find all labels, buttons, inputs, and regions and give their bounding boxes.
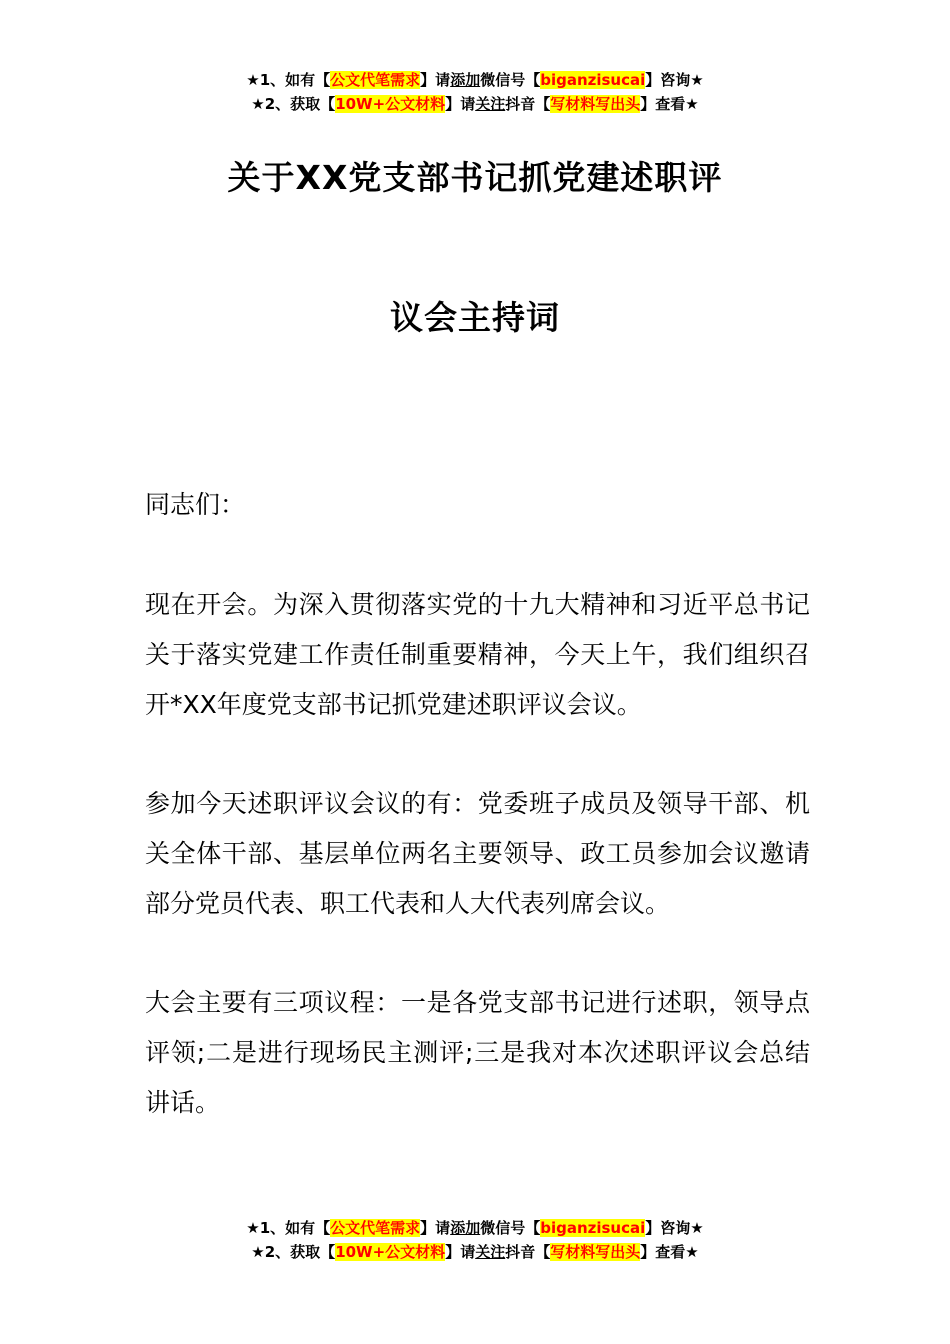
banner-underline: 关注 [475,1243,506,1261]
paragraph-2: 参加今天述职评议会议的有：党委班子成员及领导干部、机关全体干部、基层单位两名主要领导、政工员参加会议邀请部分党员代表、职工代表和人大代表列席会议。 [145,789,810,918]
paragraph-1: 现在开会。为深入贯彻落实党的十九大精神和习近平总书记关于落实党建工作责任制重要精神，今天上午，我们组织召开*XX年度党支部书记抓党建述职评议会议。 [145,590,810,719]
document-title-line-2: 议会主持词 [390,298,560,337]
banner-text: 】请 [420,1219,451,1237]
greeting: 同志们： [145,490,246,519]
document-title-line-1: 关于XX党支部书记抓党建述职评 [227,158,723,197]
banner-text: ★1、如有【 [246,1219,331,1237]
banner-text: 】请 [420,71,451,89]
banner-highlight: 公文代笔需求 [330,1219,421,1237]
banner-line-1 [0,1216,950,1240]
banner-line-1 [0,68,950,92]
banner-text: 】咨询★ [645,71,704,89]
header-banner [0,68,950,116]
banner-text: 微信号【 [480,71,541,89]
banner-text: 】请 [445,95,476,113]
banner-text: 】咨询★ [645,1219,704,1237]
banner-text: ★1、如有【 [246,71,331,89]
banner-line-2 [0,92,950,116]
footer-banner [0,1216,950,1264]
banner-highlight: biganzisucai [540,1219,646,1237]
banner-highlight: 10W+公文材料 [335,95,446,113]
banner-highlight: 10W+公文材料 [335,1243,446,1261]
banner-text: ★2、获取【 [251,1243,336,1261]
banner-underline: 关注 [475,95,506,113]
banner-highlight: 公文代笔需求 [330,71,421,89]
paragraph-3: 大会主要有三项议程：一是各党支部书记进行述职，领导点评领;二是进行现场民主测评;三是我对本次述职评议会总结讲话。 [145,988,810,1117]
banner-text: 微信号【 [480,1219,541,1237]
banner-underline: 添加 [450,1219,481,1237]
banner-text: ★2、获取【 [251,95,336,113]
banner-highlight: 写材料写出头 [550,1243,641,1261]
banner-underline: 添加 [450,71,481,89]
banner-highlight: biganzisucai [540,71,646,89]
banner-text: 】查看★ [640,1243,699,1261]
banner-line-2 [0,1240,950,1264]
banner-text: 抖音【 [505,1243,551,1261]
banner-highlight: 写材料写出头 [550,95,641,113]
banner-text: 】查看★ [640,95,699,113]
banner-text: 抖音【 [505,95,551,113]
banner-text: 】请 [445,1243,476,1261]
